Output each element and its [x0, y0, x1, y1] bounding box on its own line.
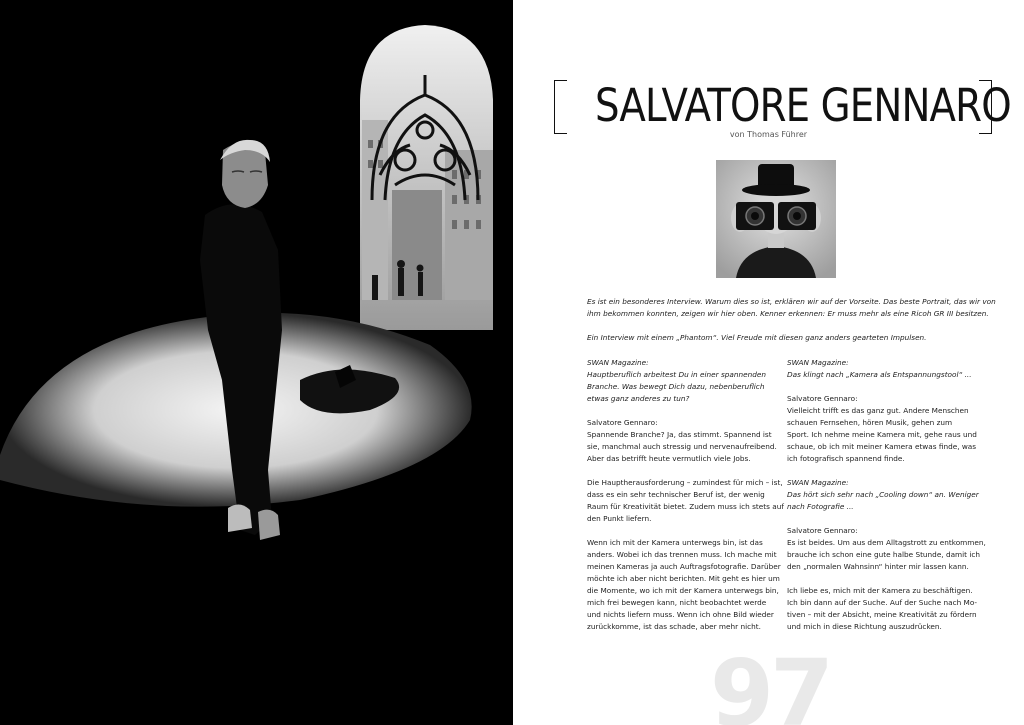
answer-line: brauche ich schon eine gute halbe Stunde, damit ich — [787, 550, 981, 559]
answer-line: tiven – mit der Absicht, meine Kreativität zu fördern — [787, 610, 977, 619]
answer-block — [587, 417, 777, 465]
intro-line: Es ist ein besonderes Interview. Warum dies so ist, erklären wir auf der Vorseite. Das beste Portrait, das wir von — [587, 297, 996, 306]
answer-line: und nichts liefern muss. Wenn ich ohne Bild wieder — [587, 610, 774, 619]
answer-line: meinen Kameras ja auch Auftragsfotografie. Darüber — [587, 562, 781, 571]
speaker-label: Salvatore Gennaro: — [587, 418, 658, 427]
answer-block — [787, 525, 986, 573]
answer-line: Ich liebe es, mich mit der Kamera zu beschäftigen. — [787, 586, 973, 595]
article-title: SALVATORE GENNARO — [594, 79, 1011, 132]
question-block — [787, 357, 972, 381]
intro-paragraph-2 — [587, 332, 972, 344]
speaker-label: SWAN Magazine: — [587, 358, 649, 367]
answer-block — [587, 477, 784, 525]
question-line: Branche. Was bewegt Dich dazu, nebenberuflich — [587, 382, 765, 391]
byline: von Thomas Führer — [729, 130, 808, 139]
answer-block — [587, 537, 781, 633]
question-block — [787, 477, 979, 513]
question-block — [587, 357, 772, 405]
speaker-label: Salvatore Gennaro: — [787, 394, 858, 403]
answer-line: Wenn ich mit der Kamera unterwegs bin, ist das — [587, 538, 763, 547]
answer-line: die Momente, wo ich mit der Kamera unterwegs bin, — [587, 586, 779, 595]
answer-line: Es ist beides. Um aus dem Alltagstrott zu entkommen, — [787, 538, 986, 547]
question-line: Das klingt nach „Kamera als Entspannungstool“ ... — [787, 370, 972, 379]
answer-line: sie, manchmal auch stressig und nervenaufreibend. — [587, 442, 777, 451]
question-line: Hauptberuflich arbeitest Du in einer spannenden — [587, 370, 766, 379]
portrait-photo — [716, 160, 836, 278]
answer-line: den Punkt liefern. — [587, 514, 652, 523]
answer-line: Spannende Branche? Ja, das stimmt. Spannend ist — [587, 430, 772, 439]
answer-line: Die Hauptherausforderung – zumindest für mich – ist, — [587, 478, 783, 487]
title-block — [554, 78, 1011, 133]
answer-line: zurückkomme, ist das schade, aber mehr nicht. — [587, 622, 761, 631]
interview-column-right — [787, 357, 986, 645]
article-intro — [587, 296, 996, 356]
article-page — [513, 0, 1024, 725]
intro-line: ihm bekommen konnten, zeigen wir hier oben. Kenner erkennen: Er muss mehr als eine Ricoh GR III besitzen. — [587, 309, 989, 318]
answer-line: den „normalen Wahnsinn“ hinter mir lassen kann. — [787, 562, 969, 571]
answer-line: Sport. Ich nehme meine Kamera mit, gehe raus und — [787, 430, 977, 439]
speaker-label: Salvatore Gennaro: — [787, 526, 858, 535]
answer-line: dass es ein sehr technischer Beruf ist, der wenig — [587, 490, 765, 499]
title-bracket-right — [979, 80, 992, 134]
answer-line: ich fotografisch spannend finde. — [787, 454, 905, 463]
answer-line: und mich in diese Richtung auszudrücken. — [787, 622, 942, 631]
question-line: etwas ganz anderes zu tun? — [587, 394, 690, 403]
title-bracket-left — [554, 80, 567, 134]
answer-block — [787, 585, 978, 633]
page-number: 97 — [710, 640, 831, 725]
question-line: nach Fotografie ... — [787, 502, 854, 511]
answer-line: Aber das betrifft heute vermutlich viele Jobs. — [587, 454, 751, 463]
answer-line: anders. Wobei ich das trennen muss. Ich mache mit — [587, 550, 777, 559]
interview-column-left — [587, 357, 784, 645]
intro-line: Ein Interview mit einem „Phantom“. Viel Freude mit diesen ganz anders gearteten Impulsen. — [587, 333, 927, 342]
intro-paragraph-1 — [587, 296, 996, 320]
speaker-label: SWAN Magazine: — [787, 358, 849, 367]
portrait-illustration — [716, 160, 836, 278]
answer-line: mich frei bewegen kann, nicht beobachtet werde — [587, 598, 767, 607]
answer-line: möchte ich aber nicht berichten. Mit geht es hier um — [587, 574, 780, 583]
answer-line: schaue, ob ich mit meiner Kamera etwas finde, was — [787, 442, 977, 451]
answer-block — [787, 393, 977, 465]
answer-line: Ich bin dann auf der Suche. Auf der Suche nach Mo- — [787, 598, 978, 607]
speaker-label: SWAN Magazine: — [787, 478, 849, 487]
answer-line: Raum für Kreativität bietet. Zudem muss ich stets auf — [587, 502, 784, 511]
question-line: Das hört sich sehr nach „Cooling down“ an. Weniger — [787, 490, 979, 499]
answer-line: Vielleicht trifft es das ganz gut. Andere Menschen — [787, 406, 969, 415]
answer-line: schauen Fernsehen, hören Musik, gehen zum — [787, 418, 953, 427]
